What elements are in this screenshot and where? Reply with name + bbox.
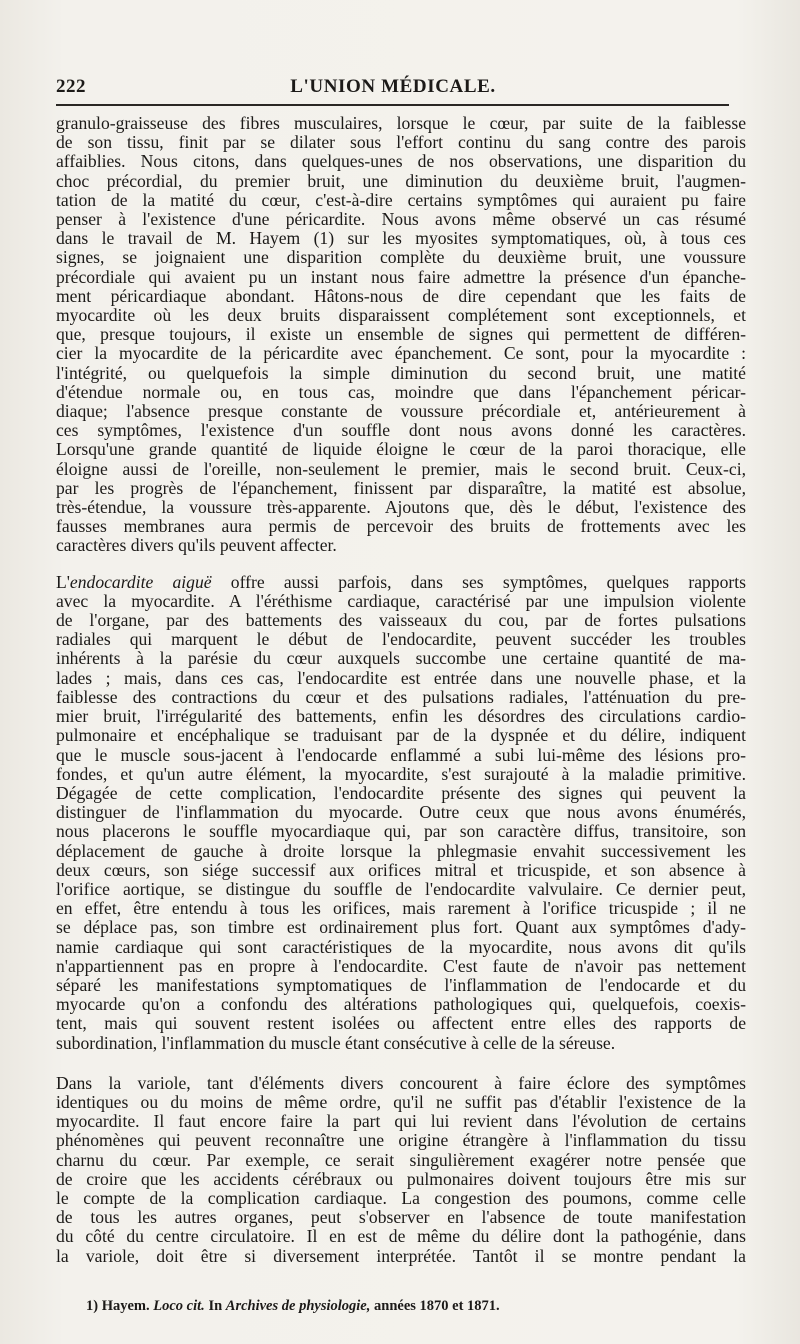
text-line: mier bruit, l'irrégularité des battements, enfin les désordres des circulations cardio- [56,706,746,727]
page-number: 222 [56,76,86,97]
text-line: en effet, être entendu à tous les orifices, mais rarement à l'orifice tricuspide ; il ne [56,898,746,919]
text-line: pulmonaire et encéphalique se traduisant par de la dyspnée et du délire, indiquent [56,725,746,746]
footnote [86,1297,500,1315]
footnote-loc-cit: Loco cit. [153,1298,205,1314]
text-line: phénomènes qui peuvent reconnaître une origine étrangère à l'inflammation du tissu [56,1130,746,1151]
text-line: très-étendue, la voussure très-apparente. Ajoutons que, dès le début, l'existence des [56,497,746,518]
text-line: éloigne aussi de l'oreille, non-seulement le premier, mais le second bruit. Ceux-ci, [56,458,746,479]
text-line: de tous les autres organes, peut s'observer en l'absence de toute manifestation [56,1207,746,1228]
text-line: l'intégrité, ou quelquefois la simple diminution du second bruit, une matité [56,362,746,383]
footnote-years: années 1870 et 1871. [374,1298,500,1314]
text-line: de l'organe, par des battements des vaisseaux du cou, par de fortes pulsations [56,610,746,631]
text-line: tent, mais qui souvent restent isolées ou affectent entre elles des rapports de [56,1013,746,1034]
text-line: déplacement de gauche à droite lorsque la phlegmasie envahit successivement les [56,840,746,861]
text-line: penser à l'existence d'une péricardite. Nous avons même observé un cas résumé [56,209,746,230]
text-line: le compte de la complication cardiaque. La congestion des poumons, comme celle [56,1187,746,1208]
text-line: myocarde qu'on a confondu des altérations pathologiques qui, quelquefois, coexis- [56,994,746,1015]
italic-term: endocardite aiguë [69,571,212,592]
footnote-in: In [208,1298,223,1314]
text-line: fondes, et qu'un autre élément, la myocardite, s'est surajouté à la maladie primitive. [56,763,746,784]
text-line: de croire que les accidents cérébraux ou pulmonaires doivent toujours être mis sur [56,1168,746,1189]
text-line: par les progrès de l'épanchement, finissent par disparaître, la matité est absolue, [56,477,746,498]
journal-title: L'UNION MÉDICALE. [290,76,496,97]
text-line: ces symptômes, l'existence d'un souffle dont nous avons donné les caractères. [56,420,746,441]
text-line: se déplace pas, son timbre est ordinairement plus fort. Quant aux symptômes d'ady- [56,917,746,938]
text-line: ment péricardiaque abondant. Hâtons-nous de dire cependant que les faits de [56,285,746,306]
text-line: myocardite. Il faut encore faire la part qui lui revient dans l'évolution de certains [56,1111,746,1132]
text-line: dans le travail de M. Hayem (1) sur les myosites symptomatiques, où, à tous ces [56,228,746,249]
text-line: inhérents à la parésie du cœur auxquels succombe une certaine quantité de ma- [56,648,746,669]
text-line: signes, se joignaient une disparition complète du deuxième bruit, une voussure [56,247,746,268]
text-line: cier la myocardite de la péricardite avec épanchement. Ce sont, pour la myocardite : [56,343,746,364]
text-line: séparé les manifestations symptomatiques de l'inflammation de l'endocarde et du [56,974,746,995]
text-line: Dans la variole, tant d'éléments divers concourent à faire éclore des symptômes [56,1072,746,1093]
text-line: myocardite où les deux bruits disparaissent complétement sont exceptionnels, et [56,305,746,326]
text-line: Lorsqu'une grande quantité de liquide éloigne le cœur de la paroi thoracique, elle [56,439,746,460]
text-line: caractères divers qu'ils peuvent affecter. [56,535,337,556]
footnote-marker: 1) [86,1298,99,1314]
text-line: distinguer de l'inflammation du myocarde. Outre ceux que nous avons énumérés, [56,802,746,823]
text-line: radiales qui marquent le début de l'endocardite, peuvent succéder les troubles [56,629,746,650]
text-line: namie cardiaque qui sont caractéristiques de la myocardite, nous avons dit qu'ils [56,936,746,957]
text-line: lades ; mais, dans ces cas, l'endocardite est entrée dans une nouvelle phase, et la [56,667,746,688]
text-line: précordiale qui avaient pu un instant nous faire admettre la présence d'un épanche- [56,266,746,287]
body-text [56,114,746,1266]
text-line-lead [56,573,746,592]
text-line: d'étendue normale ou, en tous cas, moindre que dans l'épanchement péricar- [56,381,746,402]
text-line: tation de la matité du cœur, c'est-à-dire certains symptômes qui auraient pu faire [56,189,746,210]
text-line: faiblesse des contractions du cœur et des pulsations radiales, l'atténuation du pre- [56,686,746,707]
footnote-journal: Archives de physiologie, [225,1298,371,1314]
text-line: fausses membranes aura permis de percevoir des bruits de frottements avec les [56,516,746,537]
text-line: identiques ou du moins de même ordre, qu'il ne suffit pas d'établir l'existence de la [56,1091,746,1112]
text-line: que, presque toujours, il existe un ensemble de signes qui permettent de différen- [56,324,746,345]
text-line: affaiblies. Nous citons, dans quelques-unes de nos observations, une disparition du [56,151,746,172]
text-line: subordination, l'inflammation du muscle étant consécutive à celle de la séreuse. [56,1032,616,1053]
text-line: avec la myocardite. A l'éréthisme cardiaque, caractérisé par une impulsion violente [56,590,746,611]
paragraph-endocardite [56,573,746,1053]
text-line: l'orifice aortique, se distingue du souffle de l'endocardite valvulaire. Ce dernier peut, [56,878,746,899]
text-line: la variole, doit être si diversement interprétée. Tantôt il se montre pendant la [56,1245,746,1266]
text-line: granulo-graisseuse des fibres musculaires, lorsque le cœur, par suite de la faiblesse [56,113,746,133]
text-line: diaque; l'absence presque constante de voussure précordiale et, antérieurement à [56,401,746,422]
text-line: du côté du centre circulatoire. Il en est de même du délire dont la pathogénie, dans [56,1226,746,1247]
text-line: deux cœurs, son siége successif aux orifices mitral et tricuspide, et son absence à [56,859,746,880]
lead-text: L' [56,571,70,592]
text-line: nous placerons le souffle myocardiaque qui, par son caractère diffus, transitoire, son [56,821,746,842]
text-line: que le muscle sous-jacent à l'endocarde enflammé a subi lui-même des lésions pro- [56,744,746,765]
paragraph-variole [56,1074,746,1266]
text-line: Dégagée de cette complication, l'endocardite présente des signes qui peuvent la [56,782,746,803]
paragraph-myocardite-signs [56,114,746,556]
text-line: de son tissu, finit par se dilater sous l'effort continu du sang contre des parois [56,132,746,153]
footnote-author: Hayem. [101,1298,150,1314]
lead-continuation: offre aussi parfois, dans ses symptômes, quelques rapports [211,571,746,592]
header-rule [56,104,729,106]
text-line: choc précordial, du premier bruit, une diminution du deuxième bruit, l'augmen- [56,170,746,191]
running-head [56,70,730,102]
text-line: n'appartiennent pas en propre à l'endocardite. C'est faute de n'avoir pas nettement [56,955,746,976]
text-line: charnu du cœur. Par exemple, ce serait singulièrement exagérer notre pensée que [56,1149,746,1170]
